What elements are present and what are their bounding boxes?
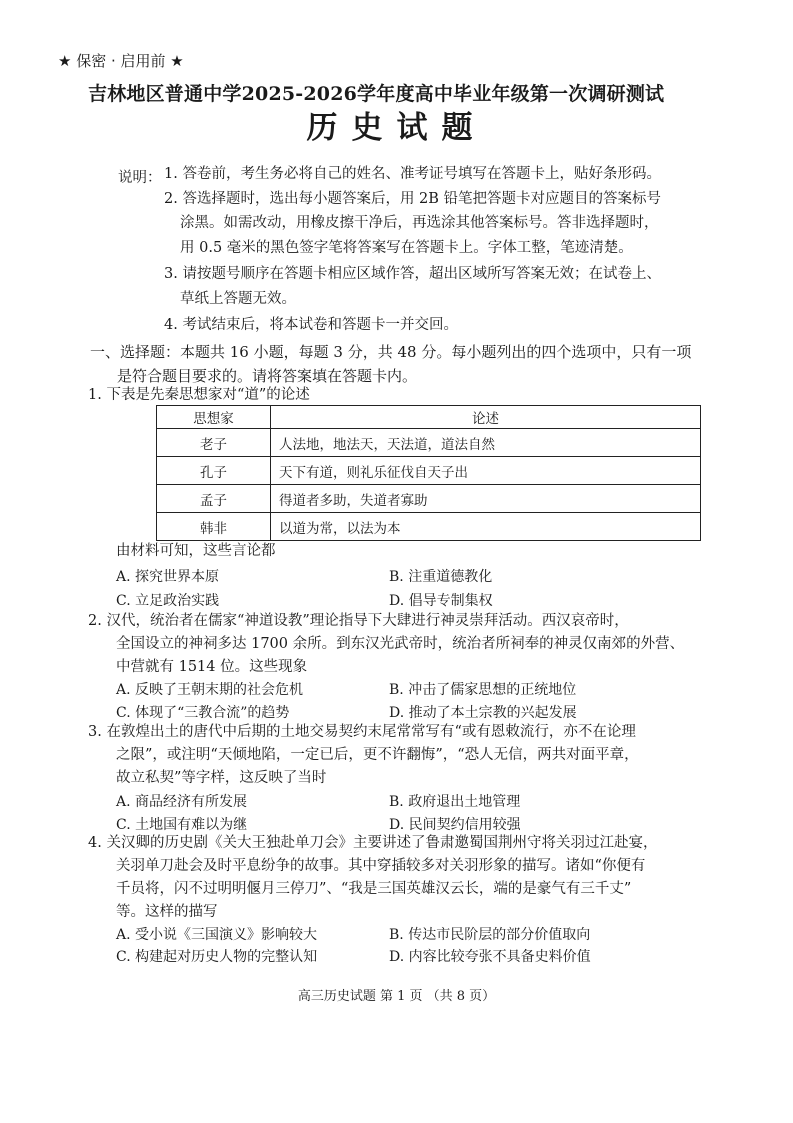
instruction-line: 3. 请按题号顺序在答题卡相应区域作答，超出区域所写答案无效；在试卷上、 — [164, 266, 661, 282]
question-3-stem-cont: 之限”，或注明“天倾地陷，一定已后，更不许翻悔”，“恐人无信，两共对面平章， — [116, 747, 639, 763]
question-2-option-d: D. 推动了本土宗教的兴起发展 — [389, 705, 577, 721]
question-4-stem-cont: 千员将，闪不过明明偃月三停刀”、“我是三国英雄汉云长，端的是豪气有三千丈” — [116, 881, 632, 897]
table-row — [157, 513, 701, 541]
question-2-stem-cont: 全国设立的神祠多达 1700 余所。到东汉光武帝时，统治者所祠奉的神灵仅南郊的外营、 — [116, 636, 685, 652]
question-4-option-d: D. 内容比较夸张不具备史料价值 — [389, 949, 591, 965]
thinkers-table — [156, 405, 701, 541]
table-cell-thinker: 韩非 — [157, 513, 271, 541]
table-header-thinker: 思想家 — [157, 406, 271, 429]
question-3-stem-cont: 故立私契”等字样，这反映了当时 — [116, 770, 327, 786]
question-3-option-a: A. 商品经济有所发展 — [116, 794, 248, 810]
table-cell-thinker: 老子 — [157, 429, 271, 457]
confidential-mark: ★ 保密 · 启用前 ★ — [58, 52, 184, 70]
question-4-option-a: A. 受小说《三国演义》影响较大 — [116, 927, 318, 943]
table-row — [157, 429, 701, 457]
instruction-line: 用 0.5 毫米的黑色签字笔将答案写在答题卡上。字体工整，笔迹清楚。 — [180, 240, 633, 256]
exam-title: 吉林地区普通中学2025-2026学年度高中毕业年级第一次调研测试 — [88, 83, 665, 105]
table-cell-statement: 得道者多助，失道者寡助 — [271, 485, 701, 513]
instruction-line: 草纸上答题无效。 — [180, 291, 296, 307]
question-2-option-a: A. 反映了王朝末期的社会危机 — [116, 682, 304, 698]
question-2-stem: 2. 汉代，统治者在儒家“神道设教”理论指导下大肆进行神灵崇拜活动。西汉哀帝时， — [88, 613, 629, 629]
question-3-option-d: D. 民间契约信用较强 — [389, 817, 521, 833]
table-header-statement: 论述 — [271, 406, 701, 429]
question-4-option-b: B. 传达市民阶层的部分价值取向 — [389, 927, 591, 943]
section-heading: 一、选择题：本题共 16 小题，每题 3 分，共 48 分。每小题列出的四个选项中，只有一项 — [90, 343, 692, 361]
question-3-stem: 3. 在敦煌出土的唐代中后期的土地交易契约末尾常常写有“或有恩敕流行，亦不在论理 — [88, 724, 636, 740]
question-1-option-c: C. 立足政治实践 — [116, 593, 220, 609]
question-4-option-c: C. 构建起对历史人物的完整认知 — [116, 949, 318, 965]
section-heading-cont: 是符合题目要求的。请将答案填在答题卡内。 — [117, 367, 418, 385]
question-1-prompt: 由材料可知，这些言论都 — [116, 543, 276, 559]
table-cell-thinker: 孟子 — [157, 485, 271, 513]
question-4-stem-cont: 关羽单刀赴会及时平息纷争的故事。其中穿插较多对关羽形象的描写。诸如“你便有 — [116, 858, 646, 874]
table-row — [157, 485, 701, 513]
instruction-line: 1. 答卷前，考生务必将自己的姓名、准考证号填写在答题卡上，贴好条形码。 — [164, 166, 661, 182]
question-1-option-b: B. 注重道德教化 — [389, 569, 493, 585]
table-cell-thinker: 孔子 — [157, 457, 271, 485]
instruction-line: 4. 考试结束后，将本试卷和答题卡一并交回。 — [164, 317, 458, 333]
table-cell-statement: 以道为常，以法为本 — [271, 513, 701, 541]
question-3-option-c: C. 土地国有难以为继 — [116, 817, 248, 833]
subject-title: 历史试题 — [306, 110, 487, 146]
question-2-stem-cont: 中营就有 1514 位。这些现象 — [116, 659, 308, 675]
question-3-option-b: B. 政府退出土地管理 — [389, 794, 521, 810]
table-row — [157, 457, 701, 485]
question-1-option-a: A. 探究世界本原 — [116, 569, 220, 585]
table-header-row — [157, 406, 701, 429]
question-1-stem: 1. 下表是先秦思想家对“道”的论述 — [88, 387, 310, 403]
instruction-line: 涂黑。如需改动，用橡皮擦干净后，再选涂其他答案标号。答非选择题时， — [180, 215, 659, 231]
page-footer: 高三历史试题 第 1 页 （共 8 页） — [297, 989, 496, 1004]
question-1-option-d: D. 倡导专制集权 — [389, 593, 493, 609]
question-4-stem-cont: 等。这样的描写 — [116, 904, 218, 920]
instruction-line: 2. 答选择题时，选出每小题答案后，用 2B 铅笔把答题卡对应题目的答案标号 — [164, 191, 662, 207]
question-2-option-c: C. 体现了“三教合流”的趋势 — [116, 705, 290, 721]
table-cell-statement: 人法地，地法天，天法道，道法自然 — [271, 429, 701, 457]
instructions-label: 说明： — [118, 170, 162, 186]
question-4-stem: 4. 关汉卿的历史剧《关大王独赴单刀会》主要讲述了鲁肃邀蜀国荆州守将关羽过江赴宴， — [88, 835, 658, 851]
table-cell-statement: 天下有道，则礼乐征伐自天子出 — [271, 457, 701, 485]
question-2-option-b: B. 冲击了儒家思想的正统地位 — [389, 682, 577, 698]
